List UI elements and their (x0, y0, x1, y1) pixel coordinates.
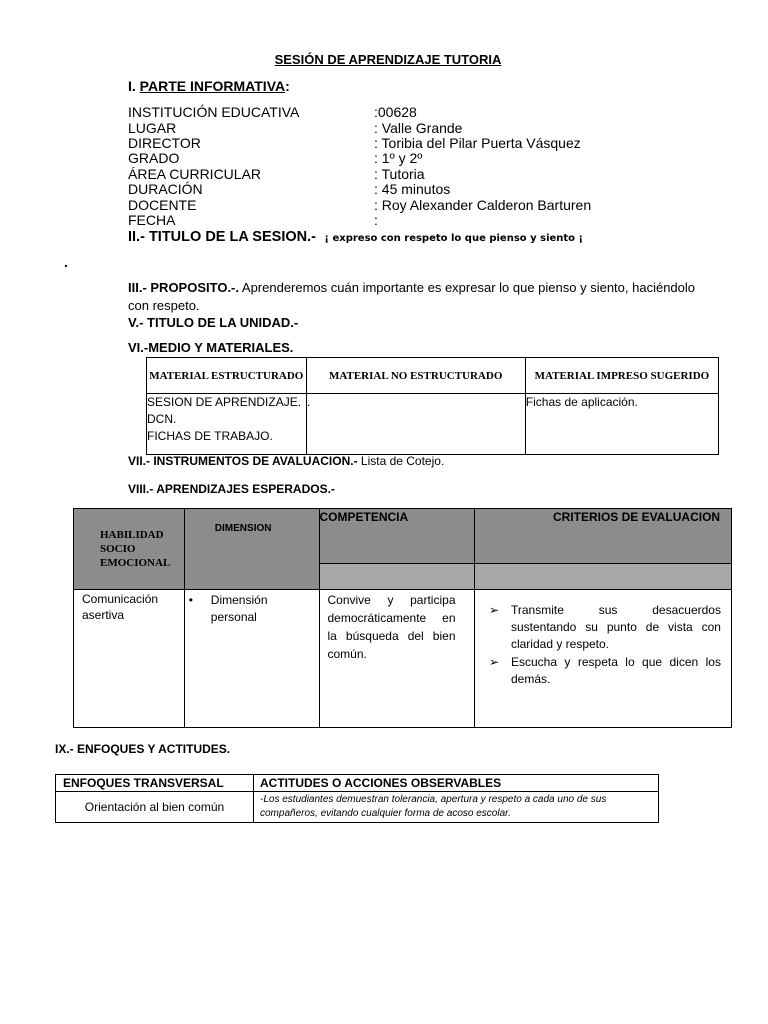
info-value: : Toribia del Pilar Puerta Vásquez (374, 135, 581, 151)
table-cell (474, 590, 731, 728)
info-value: : Valle Grande (374, 120, 463, 136)
table-row (147, 394, 719, 455)
expected-learning-heading: VIII.- APRENDIZAJES ESPERADOS.- (128, 482, 335, 496)
info-value: :00628 (374, 104, 417, 120)
session-title-row (128, 228, 583, 246)
purpose-text: Aprenderemos cuán importante es expresar lo que pienso y siento, haciéndolo (239, 280, 696, 295)
table-cell: Fichas de aplicación. (525, 394, 718, 455)
table-header: MATERIAL NO ESTRUCTURADO (306, 358, 525, 394)
info-label: INSTITUCIÓN EDUCATIVA (128, 104, 300, 120)
list-item (489, 654, 721, 688)
purpose-line (128, 280, 695, 295)
competencia-value: Convive y participa democráticamente en la búsqueda del bien común. (327, 593, 456, 661)
info-label: LUGAR (128, 120, 177, 136)
table-header (74, 509, 185, 590)
table-cell (319, 564, 474, 590)
table-cell (306, 394, 525, 455)
instruments-line (128, 454, 444, 468)
dimension-value: Dimensión personal (210, 593, 268, 624)
purpose-label: III.- PROPOSITO.-. (128, 280, 239, 295)
info-value: : Tutoria (374, 166, 425, 182)
section-number: I. (128, 78, 136, 94)
section-informativa-heading (128, 78, 290, 94)
approaches-table (55, 774, 659, 823)
session-title-label: II.- TITULO DE LA SESION.- (128, 229, 316, 245)
habilidad-value: Comunicación asertiva (82, 592, 159, 622)
list-item: FICHAS DE TRABAJO. (147, 429, 273, 443)
arrow-bullet-icon: ➢ (488, 655, 500, 669)
table-header (474, 509, 731, 564)
table-cell (74, 590, 185, 728)
approaches-heading: IX.- ENFOQUES Y ACTITUDES. (55, 742, 231, 756)
info-value: : Roy Alexander Calderon Barturen (374, 197, 592, 213)
bullet-icon: • (188, 593, 193, 607)
list-item: SESION DE APRENDIZAJE. (147, 395, 302, 409)
instruments-label: VII.- INSTRUMENTOS DE AVALUACION.- (128, 454, 358, 468)
list-item (187, 592, 317, 626)
table-header-row (147, 358, 719, 394)
unit-title-heading: V.- TITULO DE LA UNIDAD.- (128, 315, 299, 330)
criterio-value: Escucha y respeta lo que dicen los demás. (510, 655, 721, 686)
purpose-text-continued: con respeto. (128, 298, 200, 313)
section-colon: : (285, 78, 290, 94)
table-cell (474, 564, 731, 590)
info-label: GRADO (128, 150, 180, 166)
cell-mark: . (307, 395, 311, 409)
info-label: DIRECTOR (128, 135, 201, 151)
table-header-label: DIMENSION (214, 523, 272, 534)
table-header-label: CRITERIOS DE EVALUACION (552, 510, 721, 524)
table-header-row (74, 509, 732, 564)
table-header-label: HABILIDAD SOCIO EMOCIONAL (100, 529, 171, 569)
stray-dot: . (64, 254, 68, 270)
table-cell (147, 394, 311, 455)
table-header: MATERIAL IMPRESO SUGERIDO (525, 358, 718, 394)
table-header (319, 509, 474, 564)
instruments-value: Lista de Cotejo. (357, 454, 445, 468)
info-value: : (374, 212, 378, 228)
table-cell: Orientación al bien común (56, 792, 254, 823)
table-header: MATERIAL ESTRUCTURADO (147, 358, 307, 394)
info-value: : 1º y 2º (374, 150, 423, 166)
info-label: ÁREA CURRICULAR (128, 166, 262, 182)
table-header-label: COMPETENCIA (319, 510, 409, 524)
materials-heading: VI.-MEDIO Y MATERIALES. (128, 340, 294, 355)
table-row (56, 792, 659, 823)
criterio-value: Transmite sus desacuerdos sustentando su punto de vista con claridad y respeto. (510, 603, 721, 651)
info-label: DOCENTE (128, 197, 197, 213)
table-header: ACTITUDES O ACCIONES OBSERVABLES (254, 775, 659, 792)
actitud-value: -Los estudiantes demuestran tolerancia, apertura y respeto a cada uno de sus compañeros, evitando cualquier forma de acoso escolar. (260, 794, 607, 819)
arrow-bullet-icon: ➢ (488, 603, 500, 617)
session-title-value: ¡ expreso con respeto lo que pienso y siento ¡ (324, 233, 584, 244)
list-item: DCN. (147, 412, 177, 426)
table-header: ENFOQUES TRANSVERSAL (56, 775, 254, 792)
table-cell (184, 590, 319, 728)
info-label: FECHA (128, 212, 176, 228)
table-cell (319, 590, 474, 728)
table-cell (254, 792, 659, 823)
info-value: : 45 minutos (374, 181, 451, 197)
table-header (184, 509, 319, 590)
info-label: DURACIÓN (128, 181, 203, 197)
document-title: SESIÓN DE APRENDIZAJE TUTORIA (274, 52, 502, 67)
materials-table (146, 357, 719, 455)
learning-table (73, 508, 732, 728)
table-header-row (56, 775, 659, 792)
section-label: PARTE INFORMATIVA (139, 78, 286, 94)
table-row (74, 590, 732, 728)
list-item (489, 602, 721, 653)
